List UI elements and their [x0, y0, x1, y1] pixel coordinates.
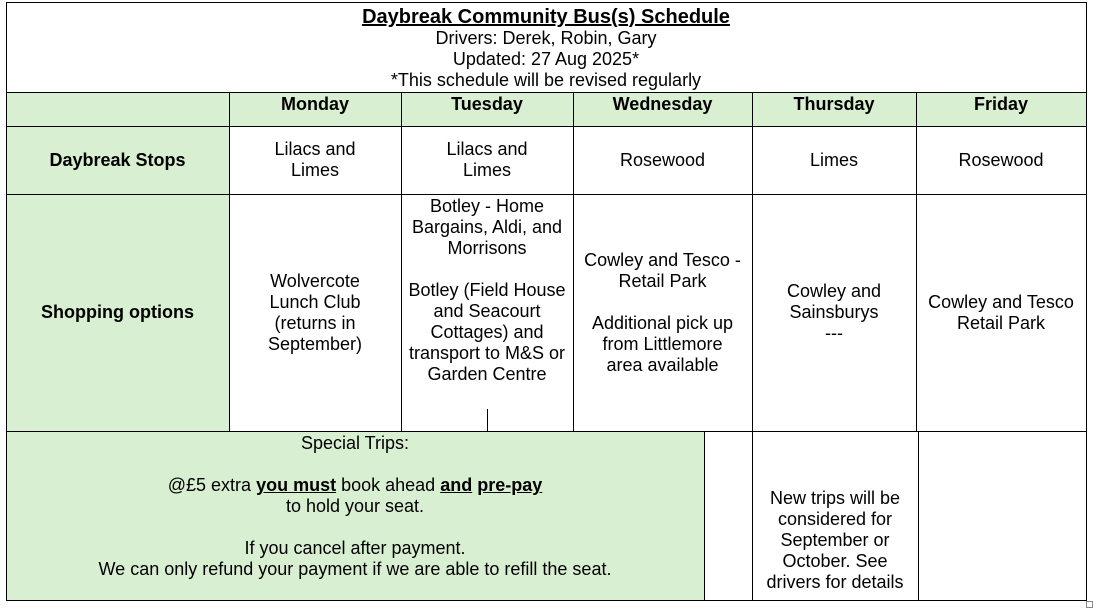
stops-thursday: Limes — [809, 149, 858, 170]
col-line-5a — [916, 92, 917, 431]
special-trips-cancel: If you cancel after payment. — [244, 538, 466, 558]
day-header-friday: Friday — [973, 93, 1029, 114]
special-trips — [6, 431, 704, 600]
border-bottom — [6, 600, 1087, 601]
day-header-monday: Monday — [280, 93, 349, 114]
special-trips-book: book ahead — [341, 475, 436, 495]
shopping-wednesday — [573, 194, 752, 431]
drivers-line: Drivers: Derek, Robin, Gary — [435, 28, 657, 48]
col-line-2 — [401, 92, 402, 431]
stops-row-label: Daybreak Stops — [49, 149, 186, 170]
day-header-tuesday: Tuesday — [451, 93, 523, 114]
special-trips-title: Special Trips: — [300, 433, 410, 453]
special-trips-must: you must — [256, 475, 337, 495]
stops-tuesday: Lilacs and Limes — [446, 139, 528, 180]
rule-below-title — [6, 92, 1087, 93]
special-trips-refund: We can only refund your payment if we are able to refill the seat. — [98, 559, 612, 579]
revision-note: *This schedule will be revised regularly — [390, 70, 702, 90]
shopping-thursday-sainsburys: Cowley and Sainsburys — [786, 281, 882, 322]
shopping-thursday-dashes: --- — [825, 323, 843, 343]
tuesday-cursor-mark — [487, 409, 488, 431]
special-trips-price: @£5 extra — [167, 475, 252, 495]
border-left — [6, 2, 7, 601]
shopping-tuesday-botley-shops: Botley - Home Bargains, Aldi, and Morrisons — [411, 196, 563, 258]
col-line-3 — [573, 92, 574, 431]
shopping-monday: Wolvercote Lunch Club (returns in September) — [267, 270, 363, 354]
updated-line: Updated: 27 Aug 2025* — [452, 49, 640, 69]
special-trips-hold: to hold your seat. — [285, 496, 425, 516]
rule-below-days — [6, 126, 1087, 127]
stops-friday: Rosewood — [958, 149, 1044, 170]
day-header-wednesday: Wednesday — [612, 93, 713, 114]
border-right — [1086, 2, 1087, 601]
new-trips-note: New trips will be considered for September or October. See drivers for details — [766, 488, 904, 592]
special-trips-and: and — [440, 475, 473, 495]
shopping-thursday — [752, 194, 916, 431]
day-header-thursday: Thursday — [793, 93, 875, 114]
special-trips-prepay: pre-pay — [477, 475, 543, 495]
stops-wednesday: Rosewood — [619, 149, 706, 170]
resize-handle[interactable] — [1086, 601, 1093, 608]
rule-below-stops — [6, 194, 1087, 195]
shopping-wednesday-cowley: Cowley and Tesco - Retail Park — [584, 249, 741, 291]
shopping-tuesday — [401, 194, 573, 408]
shopping-wednesday-littlemore: Additional pick up from Littlemore area available — [591, 312, 734, 375]
stops-monday: Lilacs and Limes — [274, 139, 356, 180]
rule-below-shopping — [6, 431, 1087, 432]
col-line-1 — [229, 92, 230, 431]
page-title: Daybreak Community Bus(s) Schedule — [362, 6, 730, 28]
shopping-row-label: Shopping options — [41, 302, 194, 322]
shopping-friday: Cowley and Tesco Retail Park — [928, 291, 1074, 333]
special-trips-right-edge — [704, 431, 705, 601]
border-top — [6, 2, 1087, 3]
shopping-tuesday-botley-field-house: Botley (Field House and Seacourt Cottages) and transport to M&S or Garden Centre — [408, 280, 566, 384]
col-line-5b — [918, 431, 919, 601]
special-trips-booking-line — [168, 475, 543, 496]
col-line-4 — [752, 92, 753, 601]
title-block — [6, 2, 1086, 92]
